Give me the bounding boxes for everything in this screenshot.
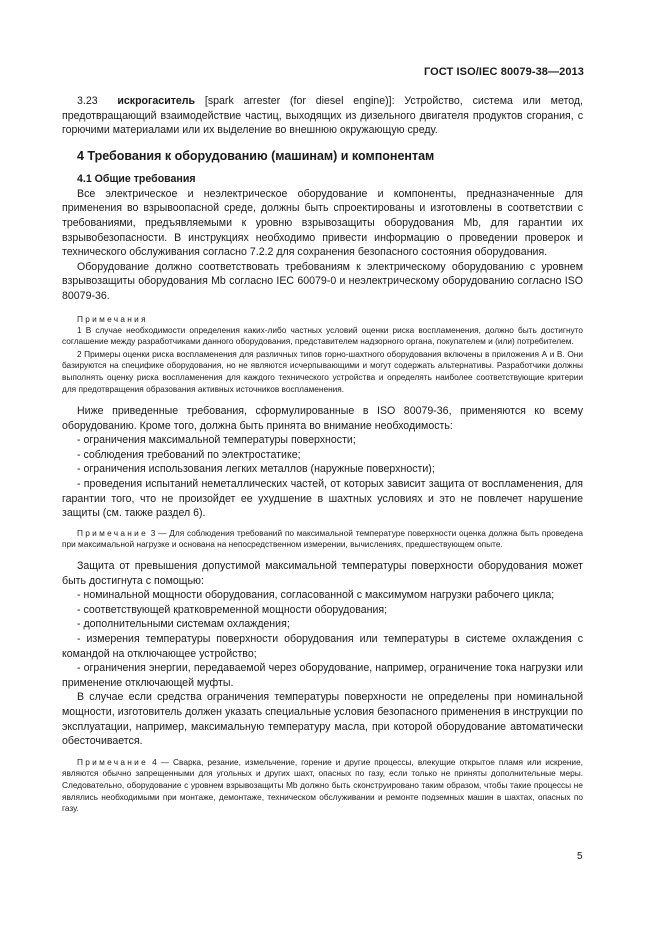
list2-item-2: - соответствующей кратковременной мощности оборудования; xyxy=(77,603,388,616)
definition-number: 3.23 xyxy=(77,95,98,107)
document-header: ГОСТ ISO/IEC 80079-38—2013 xyxy=(423,66,584,78)
list1-item-2: - соблюдения требований по электростатике; xyxy=(77,448,301,461)
note-3-text: 3 — Для соблюдения требований по максимальной температуре поверхности оценка должна быть проведена при максимальной нагрузке и основана на непосредственном измерении, вычислениях, предшествующем опыте. xyxy=(62,527,583,550)
notes-header: Примечания xyxy=(77,313,148,324)
list1-item-4: - проведения испытаний неметаллических частей, от которых зависит защита от воспламенения, для гарантии того, что не произойдет ее ухудшение в шахтных условиях и это не повлечет нарушение защиты (см. также раздел 6). xyxy=(62,478,583,520)
list2-item-1: - номинальной мощности оборудования, согласованной с максимумом нагрузки рабочего цикла; xyxy=(77,589,555,602)
note-2: 2 Примеры оценки риска воспламенения для различных типов горно-шахтного оборудования включены в приложения А и В. Они базируются на специфике оборудования, но не являются исчерпывающими и могут содержать альтернативы. Разработчики должны выполнять оценку риска воспламенения для каждого технического устройства и определять наиболее соответствующие критерии для предотвращения образования активных источников воспламенения. xyxy=(62,348,583,394)
note-3 xyxy=(62,528,583,551)
note-1: 1 В случае необходимости определения каких-либо частных условий оценки риска воспламенения, должно быть достигнуто соглашение между разработчиками данного оборудования, представителем надзорного органа, покупателем и (или) потребителем. xyxy=(62,324,583,347)
definition-term: искрогаситель xyxy=(117,95,196,107)
paragraph-5: В случае если средства ограничения температуры поверхности не определены при номинальной мощности, изготовитель должен указать специальные условия безопасного применения в инструкции по эксплуатации, например, максимальную температуру масла, при которой оборудование автоматически обесточивается. xyxy=(62,691,583,748)
list2-item-5: - ограничения энергии, передаваемой через оборудование, например, ограничение тока нагрузки или применение отключающей муфты. xyxy=(62,662,583,689)
definition-text: [spark arrester (for diesel engine)]: Устройство, система или метод, предотвращающий взаимодействие частиц, выходящих из дизельного двигателя продуктов сгорания, с горючими материалами или их выделение во внешнюю окружающую среду. xyxy=(62,95,583,137)
page-number: 5 xyxy=(577,851,583,862)
list2-item-4: - измерения температуры поверхности оборудования или температуры в системе охлаждения с командой на отключающее устройство; xyxy=(62,633,583,660)
note-3-label: Примечание xyxy=(77,527,149,538)
note-4-label: Примечание xyxy=(77,756,149,767)
list1-item-3: - ограничения использования легких металлов (наружные поверхности); xyxy=(77,463,435,476)
paragraph-4: Защита от превышения допустимой максимальной температуры поверхности оборудования может быть достигнута с помощью: xyxy=(62,560,583,587)
note-4 xyxy=(62,757,583,815)
paragraph-1: Все электрическое и неэлектрическое оборудование и компоненты, предназначенные для применения во взрывоопасной среде, должны быть спроектированы и изготовлены в соответствии с требованиями, предъявляемыми к уровню взрывозащиты оборудования Mb, для гарантии их взрывобезопасности. В инструкциях необходимо привести информацию о проведении проверок и технического обслуживания согласно 7.2.2 для сохранения безопасного состояния оборудования. xyxy=(62,187,583,259)
paragraph-2: Оборудование должно соответствовать требованиям к электрическому оборудованию с уровнем взрывозащиты оборудования Mb согласно IEC 60079-0 и неэлектрическому оборудованию согласно ISO 80079-36. xyxy=(62,260,583,302)
page-content xyxy=(62,94,583,815)
list1-item-1: - ограничения максимальной температуры поверхности; xyxy=(77,434,356,447)
list2-item-3: - дополнительными системам охлаждения; xyxy=(77,618,290,631)
definition-3-23 xyxy=(62,94,583,138)
subsection-4-1-heading: 4.1 Общие требования xyxy=(77,172,196,185)
note-4-text: 4 — Сварка, резание, измельчение, горение и другие процессы, влекущие открытое пламя или искрение, являются обычно запрещенными для угольных и других шахт, опасных по газу, если только не приняты дополнительные меры. Следовательно, оборудование с уровнем взрывозащиты Mb должно быть сконструировано таким образом, чтобы такие процессы не являлись необходимыми при монтаже, демонтаже, техническом обслуживании и ремонте подземных машин в шахтах, опасных по газу. xyxy=(62,756,583,814)
paragraph-3: Ниже приведенные требования, сформулированные в ISO 80079-36, применяются ко всему оборудованию. Кроме того, должна быть принята во внимание необходимость: xyxy=(62,405,583,432)
section-4-heading: 4 Требования к оборудованию (машинам) и компонентам xyxy=(77,148,435,163)
